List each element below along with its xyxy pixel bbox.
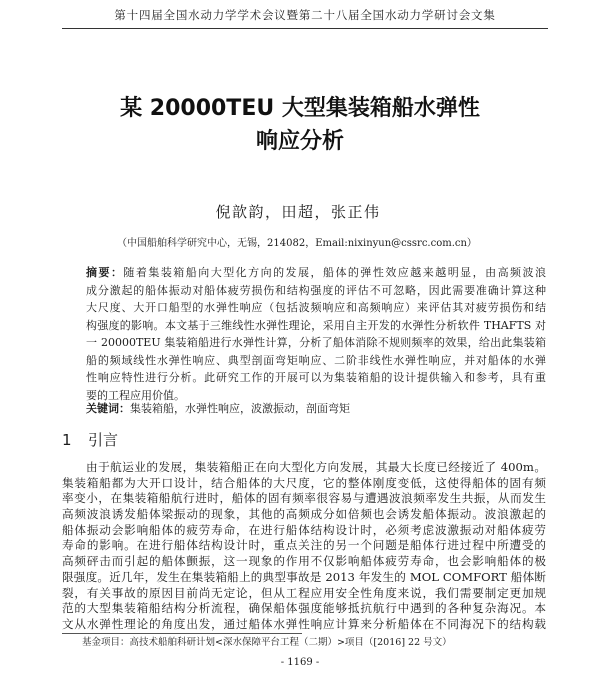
body-line: 由于航运业的发展，集装箱船正在向大型化方向发展，其最大长度已经接近了 400m。 xyxy=(86,460,546,474)
body-line: 裂，有关事故的原因目前尚无定论，但从工程应用安全性角度来说，我们需要制定更加规 xyxy=(62,585,546,600)
funding-footnote xyxy=(82,636,522,650)
body-line: 寿命的影响。在进行船体结构设计时，重点关注的另一个问题是船体行进过程中所遭受的 xyxy=(62,538,546,553)
body-line: 高频砰击而引起的船体颤振，这一现象的作用不仅影响船体疲劳寿命，也会影响船体的极 xyxy=(62,554,546,569)
abstract-text: 随着集装箱船向大型化方向的发展，船体的弹性效应越来越明显，由高频波浪 xyxy=(123,266,546,279)
abstract-label: 摘要： xyxy=(86,266,124,279)
authors: 倪歆韵，田超，张正伟 xyxy=(215,203,381,221)
abstract-line: 大尺度、大开口船型的水弹性响应（包括波频响应和高频响应）来评估其对疲劳损伤和结 xyxy=(86,301,546,314)
paper-title-line-1: 某 20000TEU 大型集装箱船水弹性 xyxy=(120,96,480,121)
footnote-text: 高技术船舶科研计划<深水保障平台工程（二期）>项目（[2016] 22 号文） xyxy=(129,637,452,648)
running-header: 第十四届全国水动力学学术会议暨第二十八届全国水动力学研讨会文集 xyxy=(114,8,496,22)
section-title: 引言 xyxy=(88,431,119,449)
footnote-label: 基金项目： xyxy=(82,637,130,648)
abstract xyxy=(86,264,546,404)
keywords-label: 关键词： xyxy=(86,402,130,415)
affiliation: （中国船舶科学研究中心，无锡，214082，Email:nixinyun@cssrc.com.cn） xyxy=(117,238,477,249)
paper-title-line-2: 响应分析 xyxy=(255,129,344,154)
body-paragraph xyxy=(62,460,546,633)
section-heading xyxy=(62,430,262,450)
body-line: 率变小，在集装箱船航行进时，船体的固有频率很容易与遭遇波浪频率发生共振，从而发生 xyxy=(62,491,546,506)
body-line: 限强度。近几年，发生在集装箱船上的典型事故是 2013 年发生的 MOL COMFORT 船体断 xyxy=(62,569,546,584)
header-rule xyxy=(62,28,548,29)
abstract-line: 构强度的影响。本文基于三维线性水弹性理论，采用自主开发的水弹性分析软件 THAFTS 对 xyxy=(86,318,546,332)
abstract-line: 要的工程应用价值。 xyxy=(86,388,185,402)
body-line: 船体振动会影响船体的疲劳寿命，在进行船体结构设计时，必须考虑波激振动对船体疲劳 xyxy=(62,522,546,537)
abstract-line xyxy=(86,264,546,282)
abstract-line: 船的频域线性水弹性响应、典型剖面弯矩响应、二阶非线性水弹性响应，并对船体的水弹 xyxy=(86,353,546,367)
abstract-line: 性响应特性进行分析。此研究工作的开展可以为集装箱船的设计提供输入和参考，具有重 xyxy=(86,371,546,384)
keywords xyxy=(86,400,546,417)
keywords-text: 集装箱船，水弹性响应，波激振动，剖面弯矩 xyxy=(130,402,350,415)
section-number: 1 xyxy=(62,431,72,449)
body-line: 文从水弹性理论的角度出发，通过船体水弹性响应计算来分析船体在不同海况下的结构载 xyxy=(62,616,546,631)
page-number: - 1169 - xyxy=(280,657,320,668)
body-line: 集装箱船都为大开口设计，结合船体的大尺度，它的整体刚度变低，这使得船体的固有频 xyxy=(62,475,546,490)
body-line: 范的大型集装箱船结构分析流程，确保船体强度能够抵抗航行中遇到的各种复杂海况。本 xyxy=(62,601,546,616)
abstract-line: 成分激起的船体振动对船体疲劳损伤和结构强度的评估不可忽略，因此需要准确计算这种 xyxy=(86,283,546,297)
footnote-rule xyxy=(62,633,302,634)
abstract-line: 一 20000TEU 集装箱船进行水弹性计算，分析了船体消除不规则频率的效果，给出此集装箱 xyxy=(86,336,546,349)
body-line: 高频波浪诱发船体梁振动的现象，其他的高频成分如倍频也会诱发船体振动。波浪激起的 xyxy=(62,507,546,522)
